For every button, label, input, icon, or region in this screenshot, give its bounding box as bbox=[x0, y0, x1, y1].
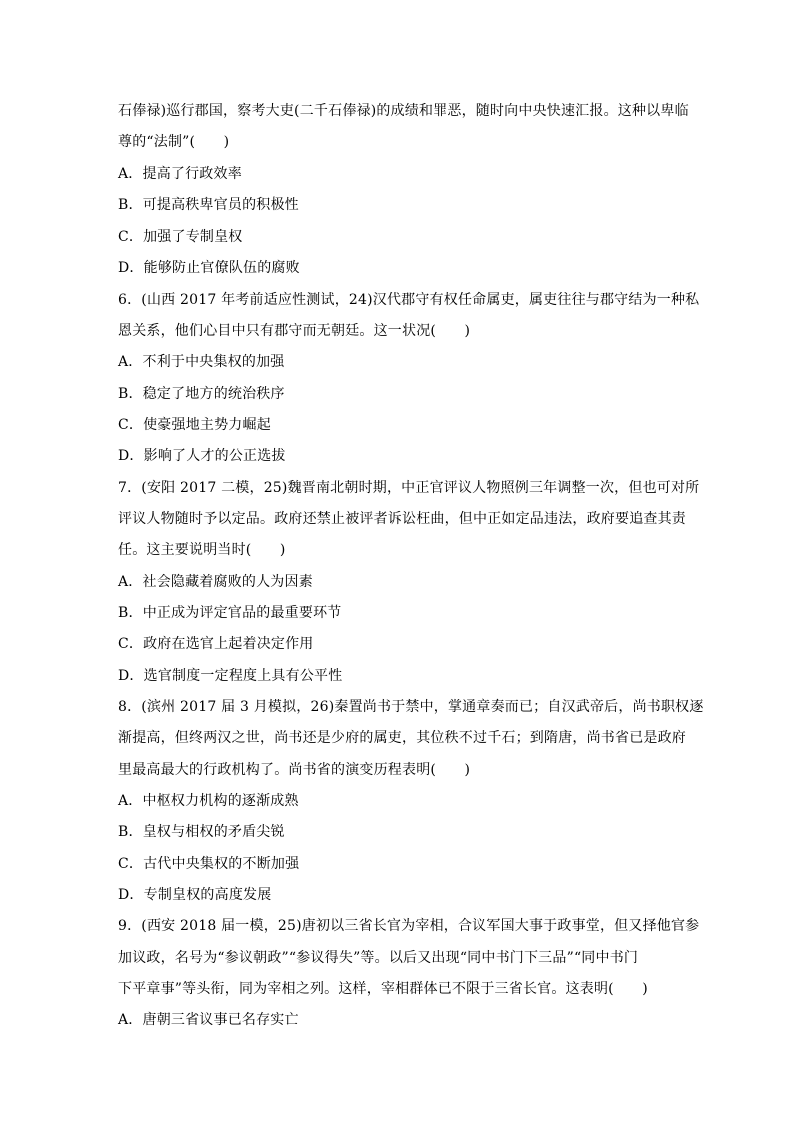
q5-stem-line-1: 石俸禄)巡行郡国，察考大吏(二千石俸禄)的成绩和罪恶，随时向中央快速汇报。这种以卑临 bbox=[118, 103, 689, 119]
q8-stem-line-1: 8．(滨州 2017 届 3 月模拟，26)秦置尚书于禁中，掌通章奏而已；自汉武帝后，尚书职权逐 bbox=[118, 699, 704, 715]
q9-stem-line-1: 9．(西安 2018 届一模，25)唐初以三省长官为宰相，合议军国大事于政事堂，但又择他官参 bbox=[118, 918, 700, 934]
q8-option-b: B．皇权与相权的矛盾尖锐 bbox=[118, 824, 285, 840]
q5-stem-line-2: 尊的“法制”( ) bbox=[118, 134, 230, 150]
q7-option-a: A．社会隐藏着腐败的人为因素 bbox=[118, 574, 313, 590]
q7-option-d: D．选官制度一定程度上具有公平性 bbox=[118, 668, 343, 684]
q8-stem-line-3: 里最高最大的行政机构了。尚书省的演变历程表明( ) bbox=[118, 762, 471, 778]
q5-option-a: A．提高了行政效率 bbox=[118, 166, 242, 182]
q8-stem-line-2: 渐提高，但终两汉之世，尚书还是少府的属吏，其位秩不过千石；到隋唐，尚书省已是政府 bbox=[118, 730, 686, 746]
q7-stem-line-3: 任。这主要说明当时( ) bbox=[118, 542, 286, 558]
q6-stem-line-1: 6．(山西 2017 年考前适应性测试，24)汉代郡守有权任命属吏，属吏往往与郡守结为一种私 bbox=[118, 292, 700, 308]
q5-option-b: B．可提高秩卑官员的积极性 bbox=[118, 197, 299, 213]
q8-option-a: A．中枢权力机构的逐渐成熟 bbox=[118, 793, 299, 809]
q9-stem-line-3: 下平章事”等头衔，同为宰相之列。这样，宰相群体已不限于三省长官。这表明( ) bbox=[118, 981, 648, 997]
q8-option-d: D．专制皇权的高度发展 bbox=[118, 887, 272, 903]
q8-option-c: C．古代中央集权的不断加强 bbox=[118, 856, 300, 872]
q6-option-b: B．稳定了地方的统治秩序 bbox=[118, 386, 285, 402]
q5-option-c: C．加强了专制皇权 bbox=[118, 229, 243, 245]
q6-option-c: C．使豪强地主势力崛起 bbox=[118, 417, 271, 433]
q7-stem-line-1: 7．(安阳 2017 二模，25)魏晋南北朝时期，中正官评议人物照例三年调整一次，但也可对所 bbox=[118, 480, 700, 496]
q5-option-d: D．能够防止官僚队伍的腐败 bbox=[118, 260, 300, 276]
q9-stem-line-2: 加议政，名号为“参议朝政”“参议得失”等。以后又出现“同中书门下三品”“同中书门 bbox=[118, 950, 639, 966]
q6-option-d: D．影响了人才的公正选拔 bbox=[118, 448, 286, 464]
q7-stem-line-2: 评议人物随时予以定品。政府还禁止被评者诉讼枉曲，但中正如定品违法，政府要追查其责 bbox=[118, 511, 686, 527]
q7-option-c: C．政府在选官上起着决定作用 bbox=[118, 636, 314, 652]
q9-option-a: A．唐朝三省议事已名存实亡 bbox=[118, 1012, 299, 1028]
q6-option-a: A．不利于中央集权的加强 bbox=[118, 354, 285, 370]
q7-option-b: B．中正成为评定官品的最重要环节 bbox=[118, 605, 342, 621]
q6-stem-line-2: 恩关系，他们心目中只有郡守而无朝廷。这一状况( ) bbox=[118, 323, 471, 339]
